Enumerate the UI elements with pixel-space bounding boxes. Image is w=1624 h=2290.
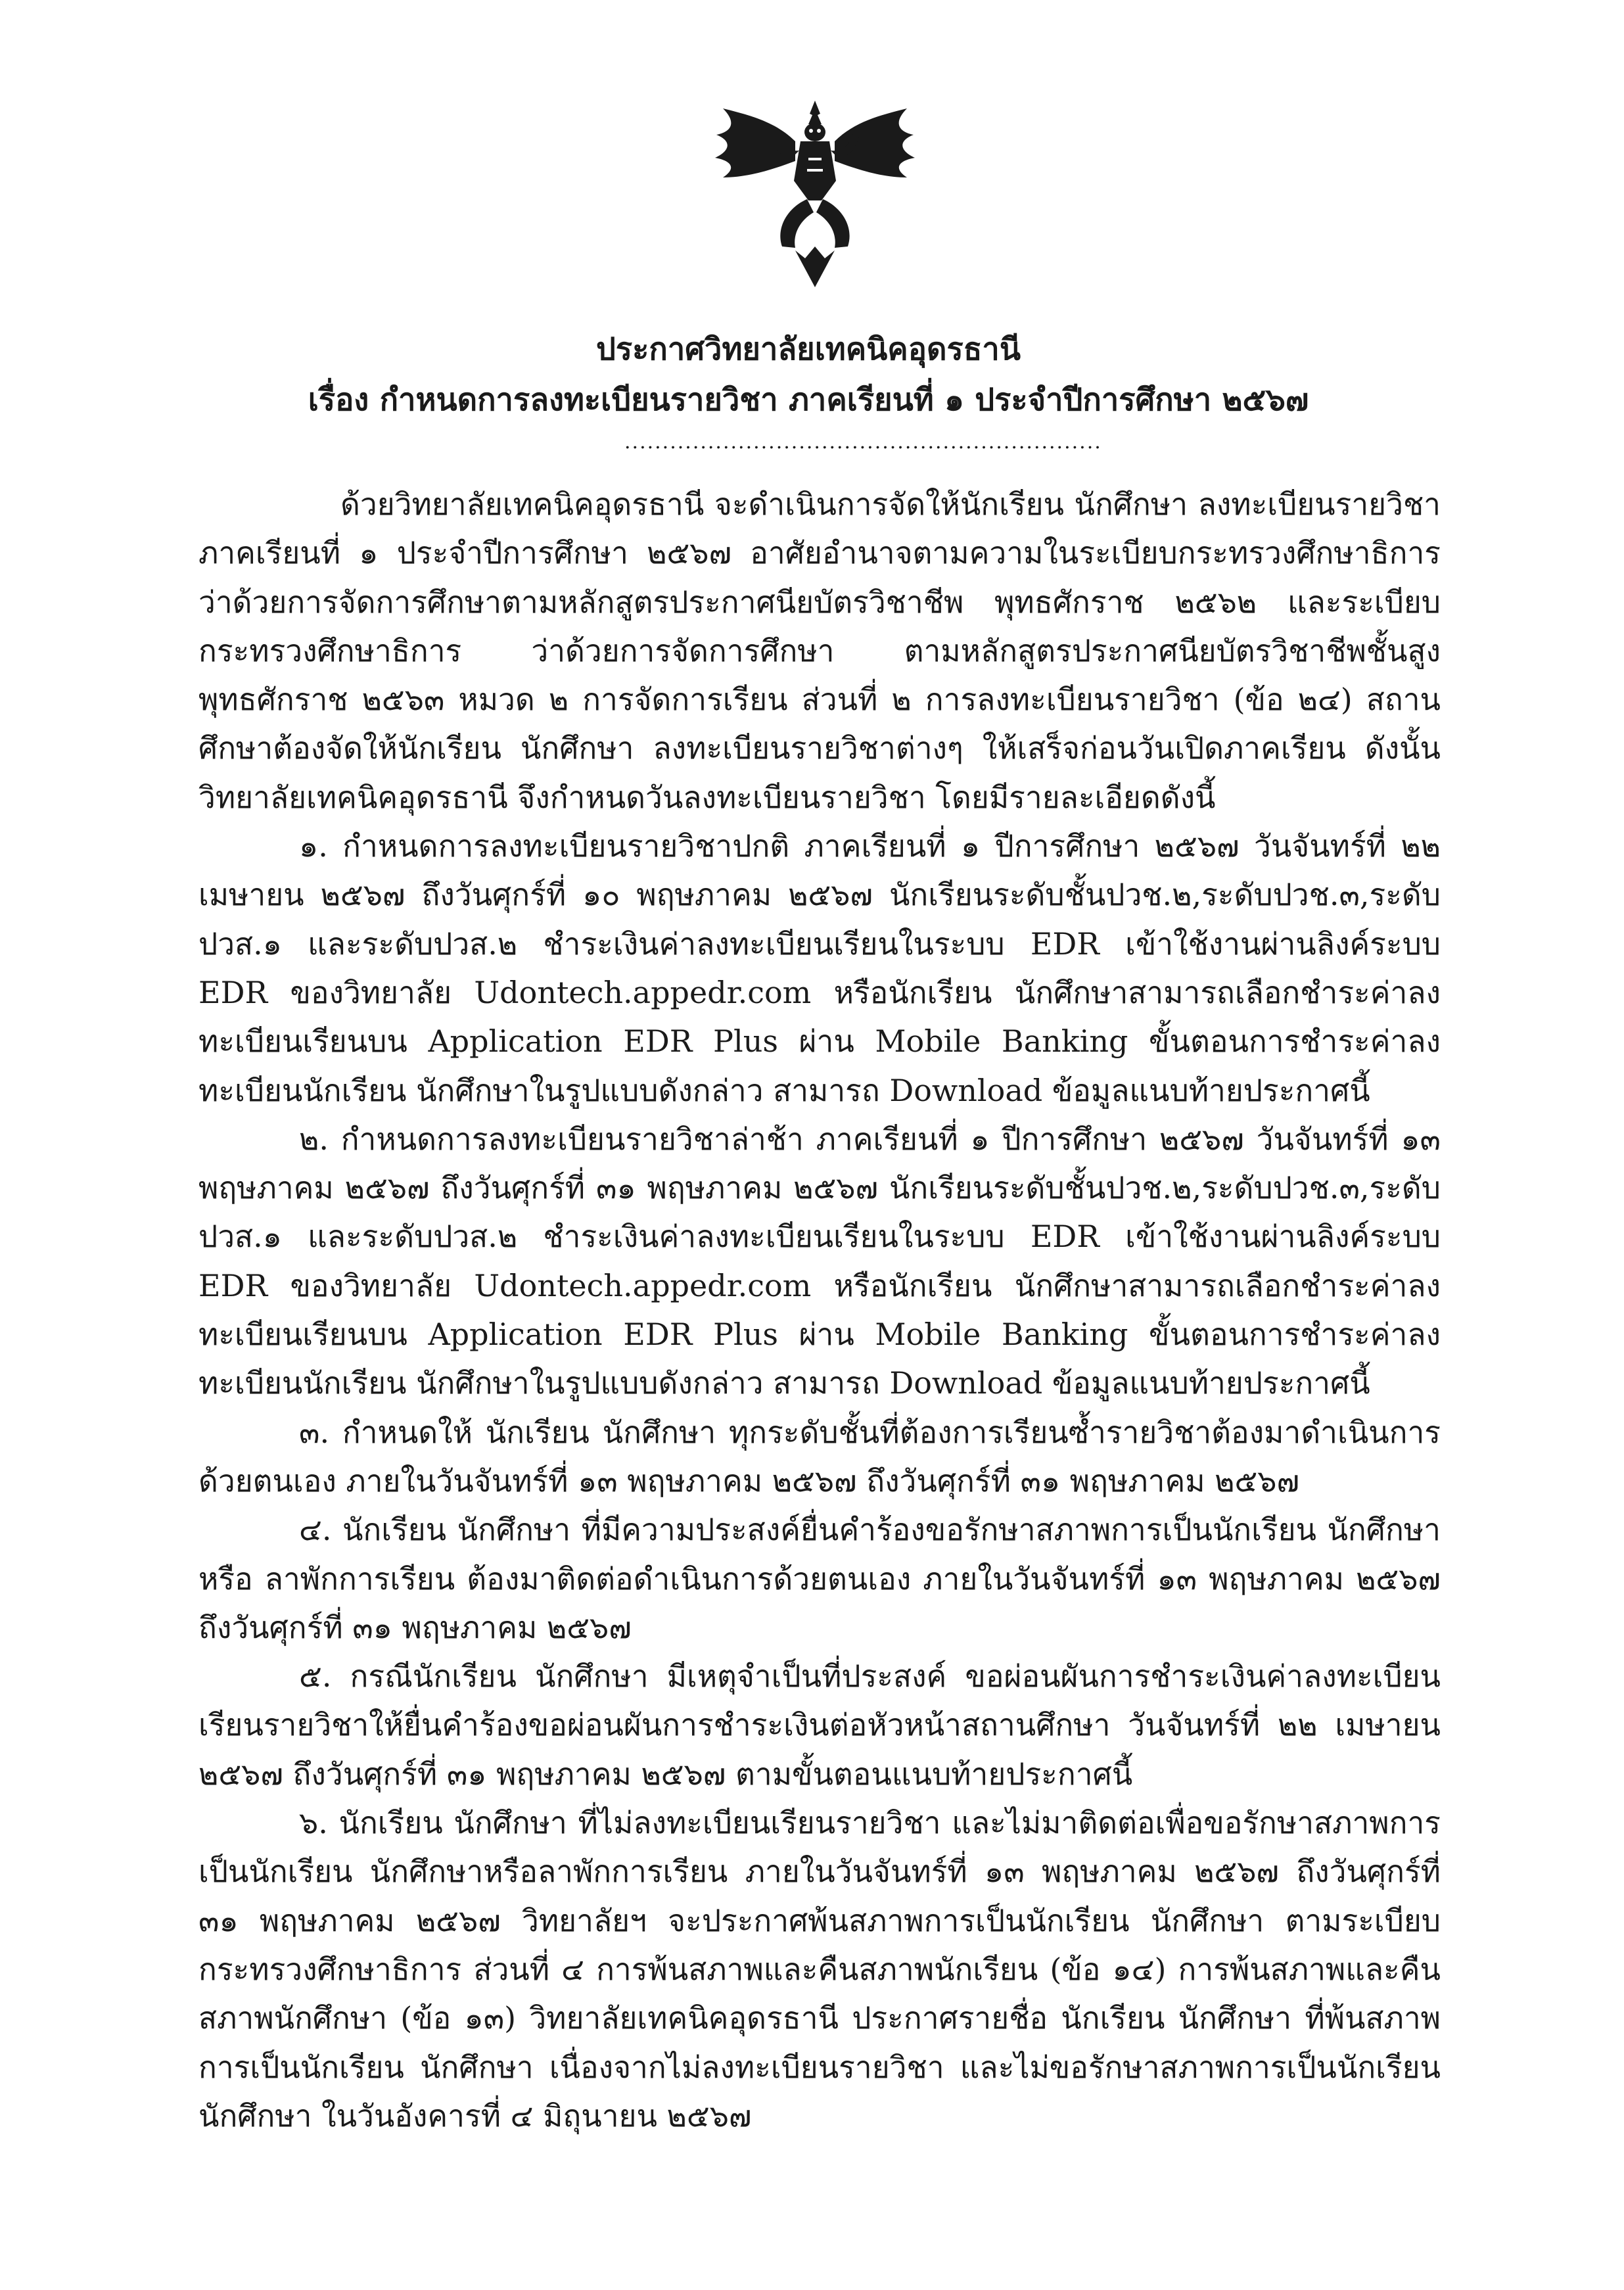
- document-subject: เรื่อง กำหนดการลงทะเบียนรายวิชา ภาคเรียนที่ ๑ ประจำปีการศึกษา ๒๕๖๗: [308, 382, 1309, 418]
- item-3-paragraph: ๓. กำหนดให้ นักเรียน นักศึกษา ทุกระดับชั้นที่ต้องการเรียนซ้ำรายวิชาต้องมาดำเนินการด้วยตนเอง ภายในวันจันทร์ที่ ๑๓ พฤษภาคม ๒๕๖๗ ถึงวันศุกร์ที่ ๓๑ พฤษภาคม ๒๕๖๗: [198, 1414, 1441, 1499]
- item-5-paragraph: ๕. กรณีนักเรียน นักศึกษา มีเหตุจำเป็นที่ประสงค์ ขอผ่อนผันการชำระเงินค่าลงทะเบียนเรียนรายวิชาให้ยื่นคำร้องขอผ่อนผันการชำระเงินต่อหัวหน้าสถานศึกษา วันจันทร์ที่ ๒๒ เมษายน ๒๕๖๗ ถึงวันศุกร์ที่ ๓๑ พฤษภาคม ๒๕๖๗ ตามขั้นตอนแนบท้ายประกาศนี้: [198, 1658, 1441, 1792]
- title-divider: ...............................................................: [624, 431, 1102, 454]
- document-title: ประกาศวิทยาลัยเทคนิคอุดรธานี: [596, 331, 1021, 367]
- garuda-emblem: [697, 95, 933, 292]
- intro-paragraph: ด้วยวิทยาลัยเทคนิคอุดรธานี จะดำเนินการจัดให้นักเรียน นักศึกษา ลงทะเบียนรายวิชา ภาคเรียนที่ ๑ ประจำปีการศึกษา ๒๕๖๗ อาศัยอำนาจตามความในระเบียบกระทรวงศึกษาธิการ ว่าด้วยการจัดการศึกษาตามหลักสูตรประกาศนียบัตรวิชาชีพ พุทธศักราช ๒๕๖๒ และระเบียบกระทรวงศึกษาธิการ ว่าด้วยการจัดการศึกษา ตามหลักสูตรประกาศนียบัตรวิชาชีพชั้นสูง พุทธศักราช ๒๕๖๓ หมวด ๒ การจัดการเรียน ส่วนที่ ๒ การลงทะเบียนรายวิชา (ข้อ ๒๔) สถานศึกษาต้องจัดให้นักเรียน นักศึกษา ลงทะเบียนรายวิชาต่างๆ ให้เสร็จก่อนวันเปิดภาคเรียน ดังนั้นวิทยาลัยเทคนิคอุดรธานี จึงกำหนดวันลงทะเบียนรายวิชา โดยมีรายละเอียดดังนี้: [198, 486, 1441, 815]
- item-4-paragraph: ๔. นักเรียน นักศึกษา ที่มีความประสงค์ยื่นคำร้องขอรักษาสภาพการเป็นนักเรียน นักศึกษา หรือ ลาพักการเรียน ต้องมาติดต่อดำเนินการด้วยตนเอง ภายในวันจันทร์ที่ ๑๓ พฤษภาคม ๒๕๖๗ ถึงวันศุกร์ที่ ๓๑ พฤษภาคม ๒๕๖๗: [198, 1512, 1441, 1645]
- item-1-paragraph: ๑. กำหนดการลงทะเบียนรายวิชาปกติ ภาคเรียนที่ ๑ ปีการศึกษา ๒๕๖๗ วันจันทร์ที่ ๒๒ เมษายน ๒๕๖๗ ถึงวันศุกร์ที่ ๑๐ พฤษภาคม ๒๕๖๗ นักเรียนระดับชั้นปวช.๒,ระดับปวช.๓,ระดับปวส.๑ และระดับปวส.๒ ชำระเงินค่าลงทะเบียนเรียนในระบบ EDR เข้าใช้งานผ่านลิงค์ระบบ EDR ของวิทยาลัย Udontech.appedr.com หรือนักเรียน นักศึกษาสามารถเลือกชำระค่าลงทะเบียนเรียนบน Application EDR Plus ผ่าน Mobile Banking ขั้นตอนการชำระค่าลงทะเบียนนักเรียน นักศึกษาในรูปแบบดังกล่าว สามารถ Download ข้อมูลแนบท้ายประกาศนี้: [198, 828, 1441, 1108]
- item-2-paragraph: ๒. กำหนดการลงทะเบียนรายวิชาล่าช้า ภาคเรียนที่ ๑ ปีการศึกษา ๒๕๖๗ วันจันทร์ที่ ๑๓ พฤษภาคม ๒๕๖๗ ถึงวันศุกร์ที่ ๓๑ พฤษภาคม ๒๕๖๗ นักเรียนระดับชั้นปวช.๒,ระดับปวช.๓,ระดับปวส.๑ และระดับปวส.๒ ชำระเงินค่าลงทะเบียนเรียนในระบบ EDR เข้าใช้งานผ่านลิงค์ระบบ EDR ของวิทยาลัย Udontech.appedr.com หรือนักเรียน นักศึกษาสามารถเลือกชำระค่าลงทะเบียนเรียนบน Application EDR Plus ผ่าน Mobile Banking ขั้นตอนการชำระค่าลงทะเบียนนักเรียน นักศึกษาในรูปแบบดังกล่าว สามารถ Download ข้อมูลแนบท้ายประกาศนี้: [198, 1121, 1441, 1401]
- item-6-paragraph: ๖. นักเรียน นักศึกษา ที่ไม่ลงทะเบียนเรียนรายวิชา และไม่มาติดต่อเพื่อขอรักษาสภาพการเป็นนักเรียน นักศึกษาหรือลาพักการเรียน ภายในวันจันทร์ที่ ๑๓ พฤษภาคม ๒๕๖๗ ถึงวันศุกร์ที่ ๓๑ พฤษภาคม ๒๕๖๗ วิทยาลัยฯ จะประกาศพ้นสภาพการเป็นนักเรียน นักศึกษา ตามระเบียบกระทรวงศึกษาธิการ ส่วนที่ ๔ การพ้นสภาพและคืนสภาพนักเรียน (ข้อ ๑๔) การพ้นสภาพและคืนสภาพนักศึกษา (ข้อ ๑๓) วิทยาลัยเทคนิคอุดรธานี ประกาศรายชื่อ นักเรียน นักศึกษา ที่พ้นสภาพการเป็นนักเรียน นักศึกษา เนื่องจากไม่ลงทะเบียนรายวิชา และไม่ขอรักษาสภาพการเป็นนักเรียน นักศึกษา ในวันอังคารที่ ๔ มิถุนายน ๒๕๖๗: [198, 1805, 1441, 2134]
- document-body: [198, 480, 1441, 2140]
